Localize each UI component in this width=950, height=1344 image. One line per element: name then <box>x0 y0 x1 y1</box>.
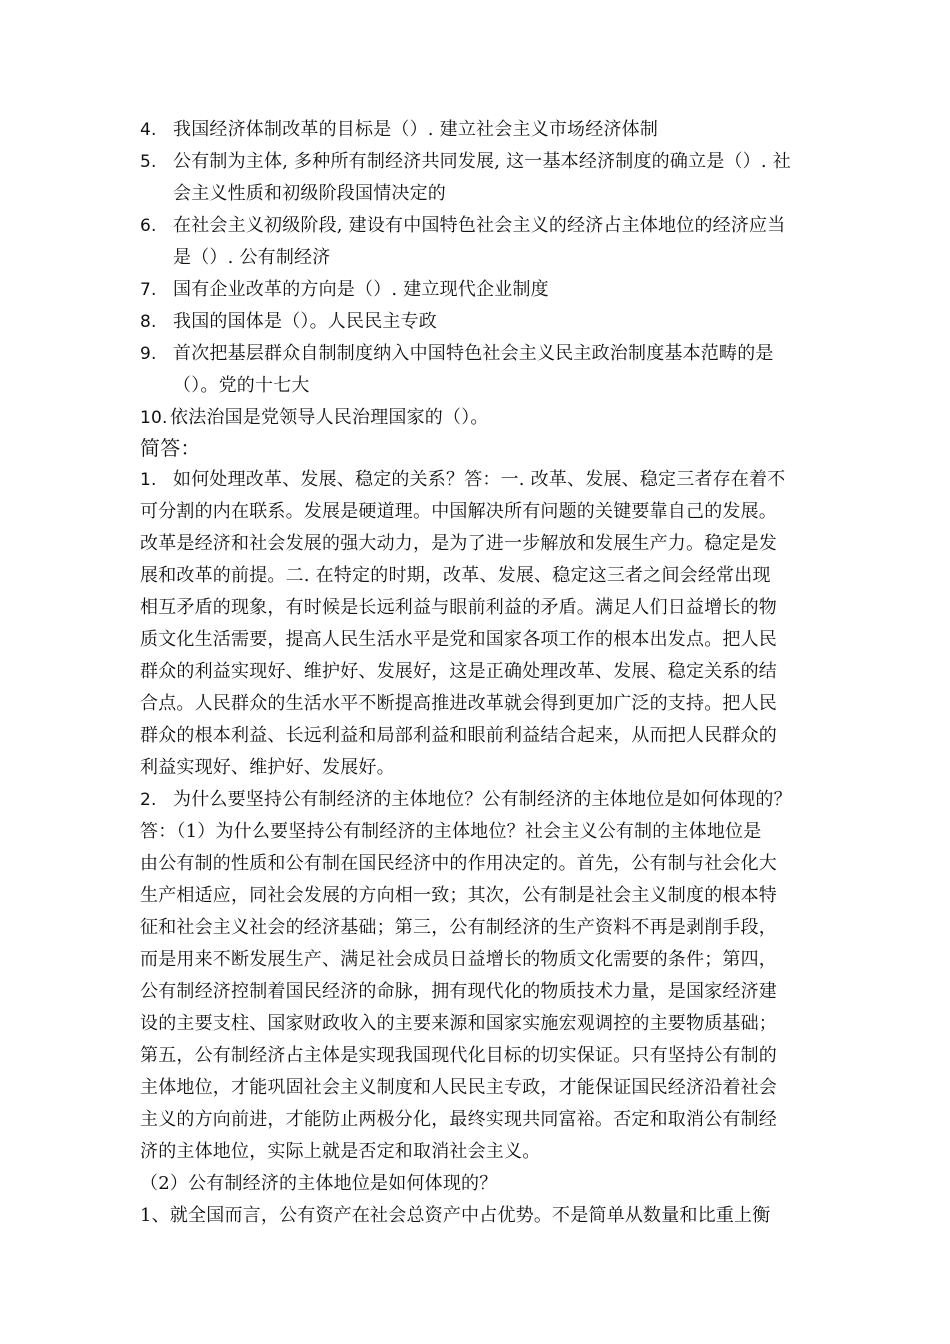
paragraph-text: 而是用来不断发展生产、满足社会成员日益增长的物质文化需要的条件；第四， <box>140 949 777 970</box>
item-text: 公有制为主体, 多种所有制经济共同发展, 这一基本经济制度的确立是（）. 社 <box>173 151 791 172</box>
paragraph-text: 群众的根本利益、长远利益和局部利益和眼前利益结合起来，从而把人民群众的 <box>140 725 777 746</box>
paragraph-text: 1、就全国而言，公有资产在社会总资产中占优势。不是简单从数量和比重上衡 <box>140 1205 771 1226</box>
paragraph-text: 设的主要支柱、国家财政收入的主要来源和国家实施宏观调控的主要物质基础； <box>140 1013 777 1034</box>
item-number: 6. <box>140 216 157 236</box>
paragraph-text: 征和社会主义社会的经济基础；第三，公有制经济的生产资料不再是剥削手段， <box>140 917 777 938</box>
paragraph-text: 由公有制的性质和公有制在国民经济中的作用决定的。首先，公有制与社会化大 <box>140 853 777 874</box>
item-text: 首次把基层群众自制制度纳入中国特色社会主义民主政治制度基本范畴的是 <box>173 343 774 364</box>
paragraph-text: 答：（1）为什么要坚持公有制经济的主体地位？社会主义公有制的主体地位是 <box>140 821 762 842</box>
item-number: 4. <box>140 120 157 140</box>
paragraph-text: 合点。人民群众的生活水平不断提高推进改革就会得到更加广泛的支持。把人民 <box>140 693 777 714</box>
paragraph-text: 利益实现好、维护好、发展好。 <box>140 757 395 778</box>
item-text: （）。党的十七大 <box>173 375 310 396</box>
item-text: 会主义性质和初级阶段国情决定的 <box>173 183 446 204</box>
item-number: 8. <box>140 312 157 332</box>
paragraph-text: 主义的方向前进，才能防止两极分化，最终实现共同富裕。否定和取消公有制经 <box>140 1109 777 1130</box>
paragraph-text: 公有制经济控制着国民经济的命脉，拥有现代化的物质技术力量，是国家经济建 <box>140 981 777 1002</box>
subheading-text: （2）公有制经济的主体地位是如何体现的？ <box>140 1173 498 1194</box>
paragraph-text: 第五，公有制经济占主体是实现我国现代化目标的切实保证。只有坚持公有制的 <box>140 1045 777 1066</box>
item-text: 我国经济体制改革的目标是（）. 建立社会主义市场经济体制 <box>173 119 659 140</box>
paragraph-text: 如何处理改革、发展、稳定的关系？答：一. 改革、发展、稳定三者存在着不 <box>173 469 786 490</box>
item-number: 7. <box>140 280 157 300</box>
paragraph-text: 相互矛盾的现象，有时候是长远利益与眼前利益的矛盾。满足人们日益增长的物 <box>140 597 777 618</box>
paragraph-text: 生产相适应，同社会发展的方向相一致；其次，公有制是社会主义制度的根本特 <box>140 885 777 906</box>
question-number: 1. <box>140 470 157 490</box>
paragraph-text: 改革是经济和社会发展的强大动力，是为了进一步解放和发展生产力。稳定是发 <box>140 533 777 554</box>
paragraph-text: 主体地位，才能巩固社会主义制度和人民民主专政，才能保证国民经济沿着社会 <box>140 1077 777 1098</box>
paragraph-text: 济的主体地位，实际上就是否定和取消社会主义。 <box>140 1141 541 1162</box>
item-number: 10. <box>140 408 168 428</box>
item-number: 5. <box>140 152 157 172</box>
paragraph-text: 群众的利益实现好、维护好、发展好，这是正确处理改革、发展、稳定关系的结 <box>140 661 777 682</box>
item-text: 我国的国体是（）。人民民主专政 <box>173 311 437 332</box>
question-number: 2. <box>140 790 157 810</box>
item-text: 在社会主义初级阶段, 建设有中国特色社会主义的经济占主体地位的经济应当 <box>173 215 786 236</box>
paragraph-text: 质文化生活需要，提高人民生活水平是党和国家各项工作的根本出发点。把人民 <box>140 629 777 650</box>
item-text: 是（）. 公有制经济 <box>173 247 331 268</box>
item-number: 9. <box>140 344 157 364</box>
item-text: 依法治国是党领导人民治理国家的（）。 <box>170 407 489 428</box>
paragraph-text: 为什么要坚持公有制经济的主体地位？公有制经济的主体地位是如何体现的？ <box>173 789 792 810</box>
section-title: 简答： <box>140 436 201 460</box>
paragraph-text: 展和改革的前提。二. 在特定的时期，改革、发展、稳定这三者之间会经常出现 <box>140 565 771 586</box>
paragraph-text: 可分割的内在联系。发展是硬道理。中国解决所有问题的关键要靠自己的发展。 <box>140 501 777 522</box>
item-text: 国有企业改革的方向是（）. 建立现代企业制度 <box>173 279 549 300</box>
